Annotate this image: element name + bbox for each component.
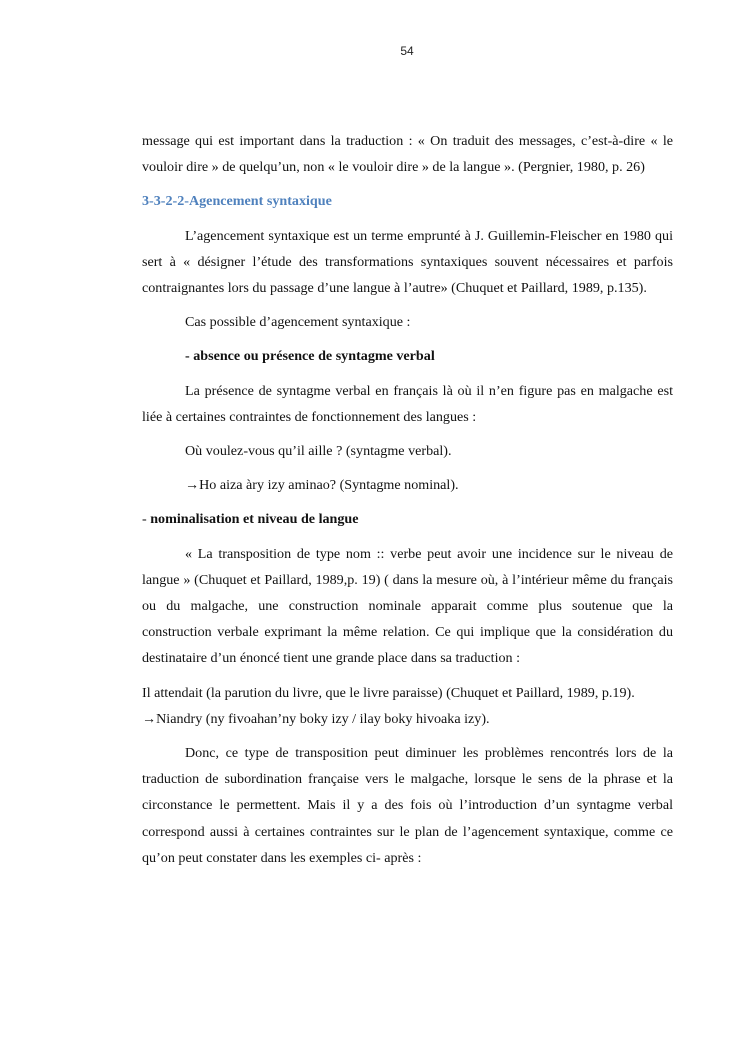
paragraph-intro: message qui est important dans la traduction : « On traduit des messages, c’est-à-dire « le vouloir dire » de quelqu’un, non « le vouloir dire » de la langue ». (Pergnier, 1980, p. 26)	[142, 133, 673, 176]
document-body	[142, 128, 673, 879]
page-number: 54	[400, 44, 414, 58]
paragraph-definition: L’agencement syntaxique est un terme emprunté à J. Guillemin-Fleischer en 1980 qui sert à « désigner l’étude des transformations syntaxiques souvent nécessaires et parfois contraignantes lors du passage d’une langue à l’autre» (Chuquet et Paillard, 1989, p.135).	[142, 227, 673, 297]
example-attendait: Il attendait (la parution du livre, que le livre paraisse) (Chuquet et Paillard, 1989, p.19).	[142, 684, 635, 701]
paragraph-cases: Cas possible d’agencement syntaxique :	[185, 314, 411, 331]
subheading-nominalisation	[142, 506, 673, 532]
paragraph-presence: La présence de syntagme verbal en français là où il n’en figure pas en malgache est liée à certaines contraintes de fonctionnement des langues :	[142, 382, 673, 425]
subheading-prefix: -	[142, 511, 151, 528]
example-french: Où voulez-vous qu’il aille ? (syntagme verbal).	[185, 443, 452, 460]
paragraph-transposition: « La transposition de type nom :: verbe peut avoir une incidence sur le niveau de langue » (Chuquet et Paillard, 1989,p. 19) ( dans la mesure où, à l’intérieur même du français ou du malgache, une construction nominale apparait comme plus soutenue que la construction verbale exprimant la même relation. Ce qui implique que la considération du destinataire d’un énoncé tient une grande place dans sa traduction :	[142, 545, 673, 667]
paragraph-conclusion: Donc, ce type de transposition peut diminuer les problèmes rencontrés lors de la traduction de subordination française vers le malgache, lorsque le sens de la phrase et la circonstance le permettent. Mais il y a des fois où l’introduction d’un syntagme verbal correspond aussi à certaines contraintes sur le plan de l’agencement syntaxique, comme ce qu’on peut constater dans les exemples ci- après :	[142, 745, 673, 866]
subheading-verbal-syntagm: - absence ou présence de syntagme verbal	[185, 348, 435, 365]
section-heading: 3-3-2-2-Agencement syntaxique	[142, 193, 332, 210]
example-niandry: →Niandry (ny fivoahan’ny boky izy / ilay boky hivoaka izy).	[142, 710, 490, 727]
example-malagasy: →Ho aiza àry izy aminao? (Syntagme nominal).	[185, 477, 459, 494]
subheading-nominalisation-text: nominalisation et niveau de langue	[150, 511, 359, 528]
